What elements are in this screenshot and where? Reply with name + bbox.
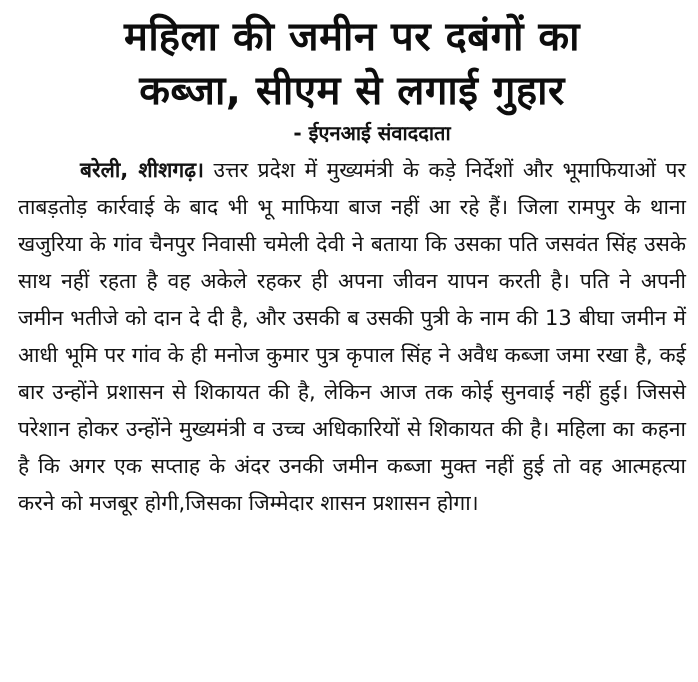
article-body-text: उत्तर प्रदेश में मुख्यमंत्री के कड़े निर्देशों और भूमाफियाओं पर ताबड़तोड़ कार्रवाई के बाद भी भू माफिया बाज नहीं आ रहे हैं। जिला रामपुर के थाना खजुरिया के गांव चैनपुर निवासी चमेली देवी ने बताया कि उसका पति जसवंत सिंह उसके साथ नहीं रहता है वह अकेले रहकर ही अपना जीवन यापन करती है। पति ने अपनी जमीन भतीजे को दान दे दी है, और उसकी ब उसकी पुत्री के नाम की 13 बीघा जमीन में आधी भूमि पर गांव के ही मनोज कुमार पुत्र कृपाल सिंह ने अवैध कब्जा जमा रखा है, कई बार उन्होंने प्रशासन से शिकायत की है, लेकिन आज तक कोई सुनवाई नहीं हुई। जिससे परेशान होकर उन्होंने मुख्यमंत्री व उच्च अधिकारियों से शिकायत की है। महिला का कहना है कि अगर एक सप्ताह के अंदर उनकी जमीन कब्जा मुक्त नहीं हुई तो वह आत्महत्या करने को मजबूर होगी,जिसका जिम्मेदार शासन प्रशासन होगा।	[18, 158, 686, 515]
headline-line-2: कब्जा, सीएम से लगाई गुहार	[139, 68, 565, 114]
dateline: बरेली, शीशगढ़।	[80, 158, 205, 182]
byline: - ईएनआई संवाददाता	[293, 121, 451, 145]
headline-line-1: महिला की जमीन पर दबंगों का	[124, 14, 580, 60]
headline	[18, 10, 686, 118]
article-body	[18, 152, 686, 522]
